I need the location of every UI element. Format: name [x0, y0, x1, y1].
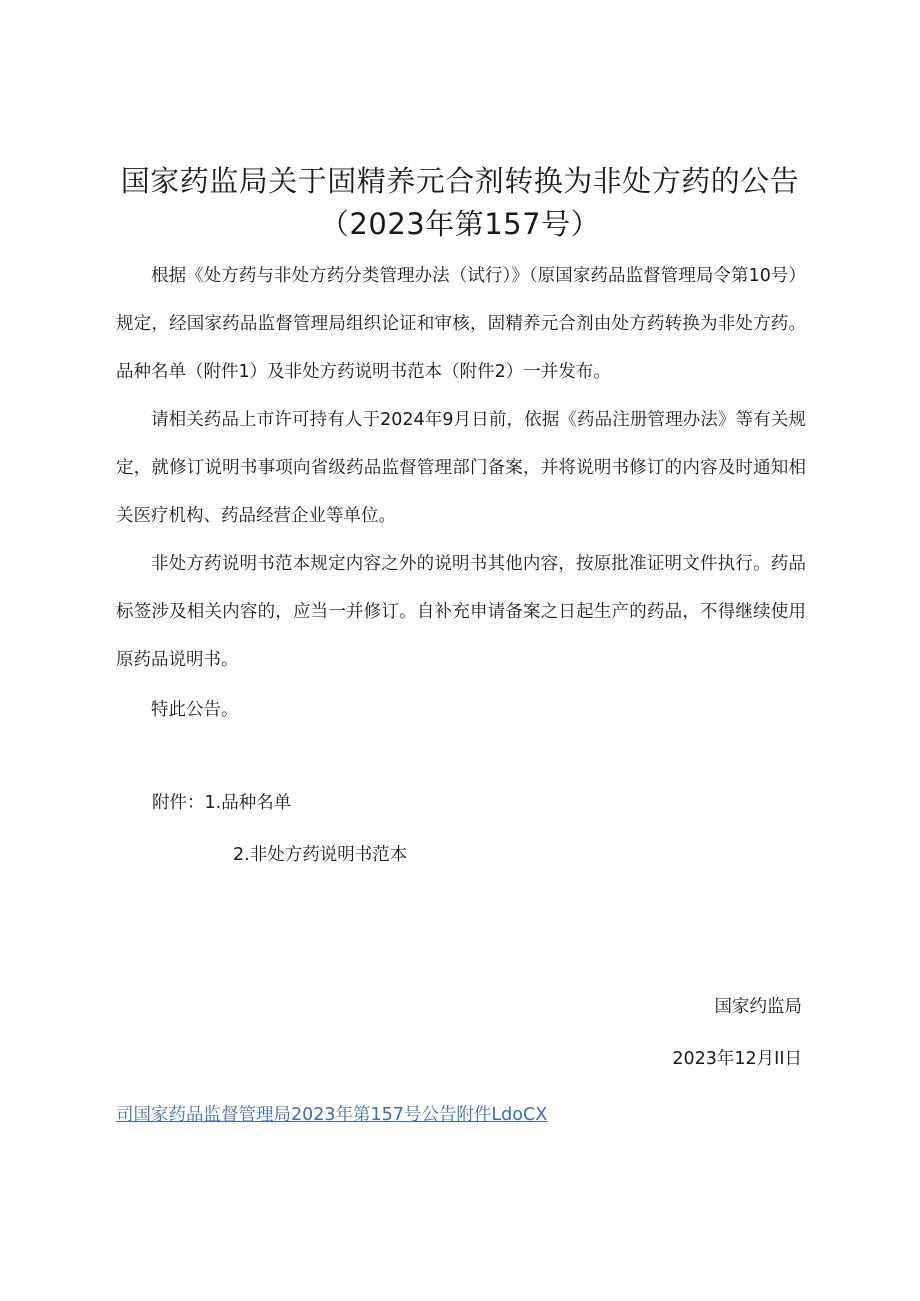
attachment-1: 附件：1.品种名单: [152, 793, 292, 813]
body-paragraph-3: 非处方药说明书范本规定内容之外的说明书其他内容，按原批准证明文件执行。药品标签涉及相关内容的，应当一并修订。自补充申请备案之日起生产的药品，不得继续使用原药品说明书。: [116, 554, 806, 670]
document-number: （2023年第157号）: [319, 207, 601, 241]
body-paragraph-2: 请相关药品上市许可持有人于2024年9月日前，依据《药品注册管理办法》等有关规定，就修订说明书事项向省级药品监督管理部门备案，并将说明书修订的内容及时通知相关医疗机构、药品经营企业等单位。: [116, 410, 806, 526]
document-title: 国家药监局关于固精养元合剂转换为非处方药的公告: [120, 164, 800, 198]
signature-date: 2023年12月II日: [672, 1049, 802, 1069]
signature-organization: 国家约监局: [714, 997, 802, 1017]
body-paragraph-1: 根据《处方药与非处方药分类管理办法（试行）》（原国家药品监督管理局令第10号）规定，经国家药品监督管理局组织论证和审核，固精养元合剂由处方药转换为非处方药。品种名单（附件1）及非处方药说明书范本（附件2）一并发布。: [116, 266, 806, 382]
closing-statement: 特此公告。: [151, 700, 239, 720]
attachment-file-link[interactable]: 司国家药品监督管理局2023年第157号公告附件LdoCX: [116, 1105, 548, 1125]
attachment-2: 2.非处方药说明书范本: [233, 845, 408, 865]
